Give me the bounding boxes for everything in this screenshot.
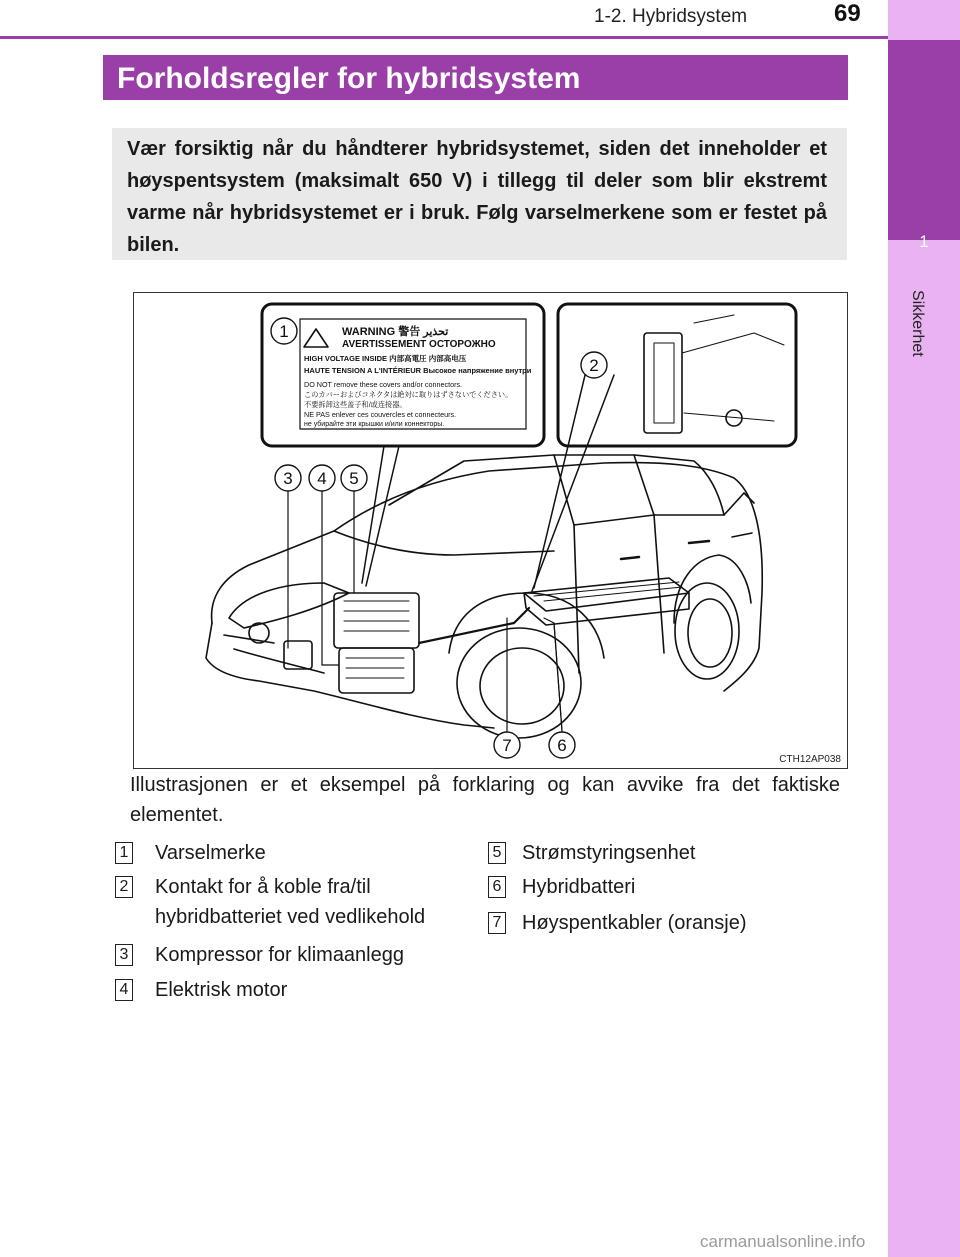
- label-line: 不要拆卸这些盖子和/或连接器。: [304, 400, 407, 409]
- callout-1: [271, 318, 297, 344]
- label-line: NE PAS enlever ces couvercles et connecteurs.: [304, 410, 457, 419]
- title-bar: [103, 55, 848, 100]
- chapter-tab-active: [888, 40, 960, 240]
- svg-text:5: 5: [349, 469, 359, 488]
- legend-number: 7: [488, 912, 506, 934]
- figure-code: CTH12AP038: [779, 754, 841, 765]
- legend-text: Elektrisk motor: [155, 979, 288, 1001]
- label-line: HIGH VOLTAGE INSIDE 内部高電圧 内部高电压: [304, 354, 467, 363]
- callout-3: [275, 465, 301, 491]
- header-rule: [0, 36, 888, 39]
- legend-number: 1: [115, 842, 133, 864]
- label-line: WARNING 警告 تحذير: [342, 326, 449, 338]
- svg-text:7: 7: [502, 736, 512, 755]
- svg-text:1: 1: [279, 322, 289, 341]
- legend-number: 4: [115, 979, 133, 1001]
- legend-number: 2: [115, 876, 133, 898]
- callout-5: [341, 465, 367, 491]
- page-title: Forholdsregler for hybridsystem: [117, 62, 581, 95]
- page-number: 69: [834, 0, 861, 27]
- figure-caption: Illustrasjonen er et eksempel på forklaring og kan avvike fra det faktiske elementet.: [130, 774, 840, 826]
- legend-text: Høyspentkabler (oransje): [522, 912, 747, 934]
- svg-text:4: 4: [317, 469, 327, 488]
- label-line: DO NOT remove these covers and/or connectors.: [304, 380, 463, 389]
- callout-7: [494, 732, 520, 758]
- label-line: HAUTE TENSION A L'INTÉRIEUR Высокое напряжение внутри: [304, 366, 532, 375]
- label-line: не убирайте эти крышки и/или коннекторы.: [304, 421, 445, 428]
- label-line: このカバーおよびコネクタは絶対に取りはずさないでください。: [304, 390, 513, 399]
- svg-text:6: 6: [557, 736, 567, 755]
- legend-number: 3: [115, 944, 133, 966]
- legend-number: 6: [488, 876, 506, 898]
- legend-text: Strømstyringsenhet: [522, 842, 696, 864]
- intro-box: [112, 128, 847, 260]
- callout-6: [549, 732, 575, 758]
- chapter-number: 1: [919, 232, 929, 251]
- intro-text: Vær forsiktig når du håndterer hybridsystemet, siden det inneholder et høyspentsystem (maksimalt 650 V) i tillegg til deler som blir ekstremt varme når hybridsystemet er i bruk. Følg varselmerkene som er festet på bilen.: [127, 138, 827, 256]
- warning-label: [304, 324, 532, 428]
- svg-text:2: 2: [589, 356, 599, 375]
- section-title: 1-2. Hybridsystem: [594, 6, 748, 27]
- hybrid-system-illustration: [133, 292, 848, 769]
- legend-text: Hybridbatteri: [522, 876, 636, 898]
- legend-text: Kontakt for å koble fra/til hybridbatteriet ved vedlikehold: [155, 876, 426, 928]
- chapter-label: Sikkerhet: [909, 290, 926, 357]
- legend-text: Varselmerke: [155, 842, 266, 864]
- callout-2: [581, 352, 607, 378]
- callout-4: [309, 465, 335, 491]
- legend-number: 5: [488, 842, 506, 864]
- watermark: carmanualsonline.info: [700, 1232, 866, 1251]
- svg-text:3: 3: [283, 469, 293, 488]
- car-drawing: [134, 293, 847, 768]
- label-line: AVERTISSEMENT ОСТОРОЖНО: [342, 339, 496, 350]
- legend-text: Kompressor for klimaanlegg: [155, 944, 404, 966]
